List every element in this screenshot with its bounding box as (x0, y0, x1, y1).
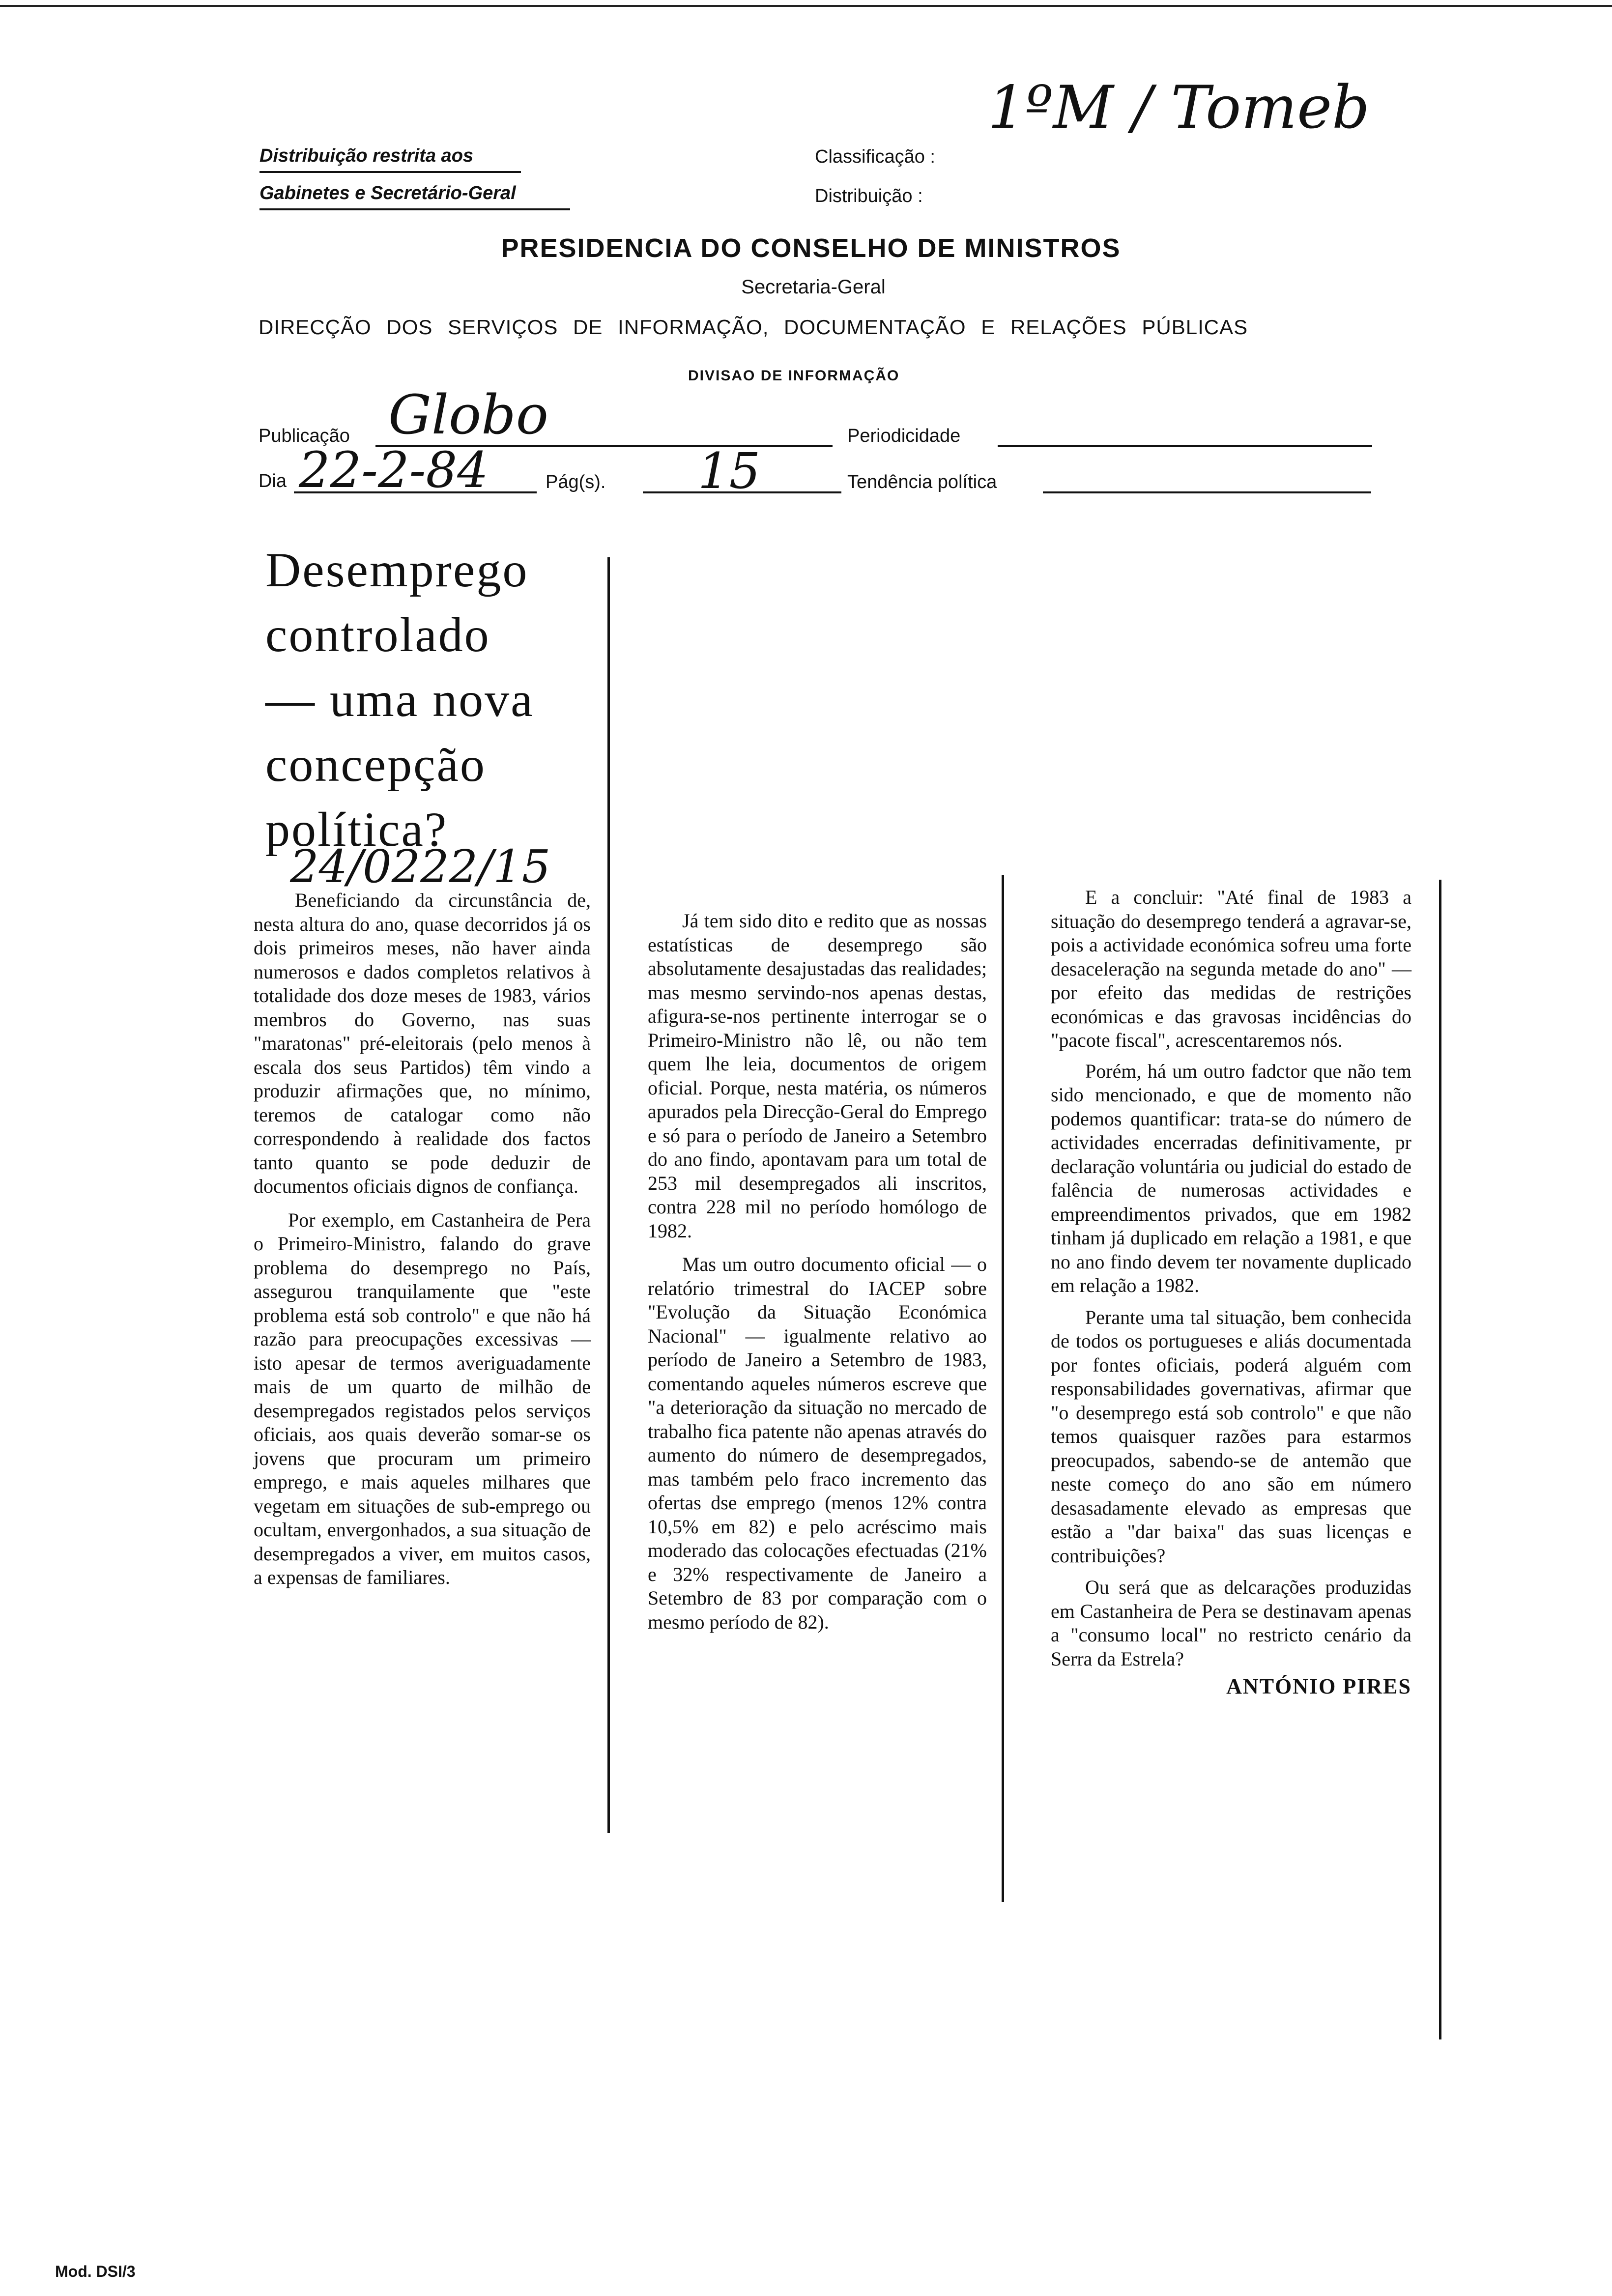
article-author: ANTÓNIO PIRES (1226, 1674, 1411, 1698)
tendencia-line (1043, 491, 1371, 493)
paragraph: Já tem sido dito e redito que as nossas estatísticas de desemprego são absolutamente desajustadas das realidades; mas mesmo servindo-nos apenas destas, afigura-se-nos pertinente interrogar se o Primeiro-Ministro não lê, ou não tem quem lhe leia, documentos de origem oficial. Porque, nesta matéria, os números apurados pela Direcção-Geral do Emprego e só para o período de Janeiro a Setembro do ano findo, apontavam para um total de 253 mil desempregados ali inscritos, contra 228 mil no período homólogo de 1982. (648, 910, 987, 1242)
paragraph: Mas um outro documento oficial — o relatório trimestral do IACEP sobre "Evolução da Situação Económica Nacional" — igualmente relativo ao período de Janeiro a Setembro de 1983, comentando aqueles números escreve que "a deterioração da situação no mercado de trabalho fica patente não apenas através do aumento do número de desempregados, mas também pelo fraco incremento das ofertas dse emprego (menos 12% contra 10,5% em 82) e pelo acréscimo mais moderado das colocações efectuadas (21% e 32% respectivamente de Janeiro a Setembro de 83 por comparação com o mesmo período de 82). (648, 1253, 987, 1633)
paragraph: Perante uma tal situação, bem conhecida de todos os portugueses e aliás documentada por fontes oficiais, poderá alguém com responsabilidades governativas, afirmar que "o desemprego está sob controlo" e que não temos quaisquer razões para estarmos preocupados, sabendo-se de antemão que neste começo do ano são em número desasadamente elevado as empresas que estão a "dar baixa" das suas licenças e contribuições? (1051, 1306, 1411, 1567)
handwritten-reference: 24/0222/15 (290, 840, 551, 893)
distribuicao-label: Distribuição : (815, 186, 923, 206)
publicacao-label: Publicação (259, 426, 350, 446)
org-title: PRESIDENCIA DO CONSELHO DE MINISTROS (501, 233, 1121, 263)
column-divider-3 (1439, 880, 1441, 2039)
tendencia-label: Tendência política (847, 472, 997, 492)
headline-line: Desemprego (265, 543, 529, 597)
article-column-3 (1051, 886, 1411, 1699)
distribution-line-2: Gabinetes e Secretário-Geral (259, 183, 516, 203)
distribution-underline-1 (259, 171, 521, 173)
periodicidade-label: Periodicidade (847, 426, 961, 446)
paragraph: Ou será que as delcarações produzidas em Castanheira de Pera se destinavam apenas a "consumo local" no restricto cenário da Serra da Estrela? (1051, 1576, 1411, 1670)
article-column-1 (254, 889, 591, 1590)
article-column-2 (648, 909, 987, 1634)
pags-handwritten: 15 (698, 442, 761, 500)
column-divider-2 (1002, 875, 1004, 1902)
org-subtitle: Secretaria-Geral (741, 276, 886, 298)
headline-line: concepção (265, 737, 486, 792)
form-code: Mod. DSI/3 (55, 2263, 136, 2280)
headline-line: controlado (265, 607, 490, 662)
distribution-line-1: Distribuição restrita aos (259, 145, 474, 166)
paragraph: Por exemplo, em Castanheira de Pera o Primeiro-Ministro, falando do grave problema do desemprego no País, assegurou tranquilamente que "este problema está sob controlo" e que não há razão para preocupações excessivas — isto apesar de termos averiguadamente mais de um quarto de milhão de desempregados registados pelos serviços oficiais, aos quais deverão somar-se os jovens que procuram um primeiro emprego, e mais aqueles milhares que vegetam em situações de sub-emprego ou ocultam, envergonhados, a sua situação de desempregados a viver, em muitos casos, a expensas de familiares. (254, 1208, 591, 1588)
dia-label: Dia (259, 471, 287, 491)
publicacao-handwritten: Globo (388, 383, 548, 446)
top-border-line (0, 5, 1612, 7)
periodicidade-line (998, 445, 1372, 447)
distribution-underline-2 (259, 208, 570, 210)
division-title: DIVISAO DE INFORMAÇÃO (688, 368, 900, 384)
dia-handwritten: 22-2-84 (299, 441, 489, 499)
handwritten-classification: 1ºM / Tomeb (988, 74, 1370, 142)
pags-label: Pág(s). (546, 472, 606, 492)
classificacao-label: Classificação : (815, 146, 935, 167)
headline-line: — uma nova (265, 672, 534, 727)
directorate-title: DIRECÇÃO DOS SERVIÇOS DE INFORMAÇÃO, DOCUMENTAÇÃO E RELAÇÕES PÚBLICAS (259, 316, 1248, 339)
paragraph: Porém, há um outro fadctor que não tem sido mencionado, e que de momento não podemos quantificar: trata-se do número de actividades encerradas definitivamente, pr declaração voluntária ou judicial do estado de falência de numerosas actividades e empreendimentos privados, que em 1982 tinham já duplicado em relação a 1981, e que no ano findo devem ter novamente duplicado em relação a 1982. (1051, 1060, 1411, 1296)
paragraph: E a concluir: "Até final de 1983 a situação do desemprego tenderá a agravar-se, pois a actividade económica sofreu uma forte desaceleração na segunda metade do ano" — por efeito das medidas de restrições económicas e das gravosas incidências do "pacote fiscal", acrescentaremos nós. (1051, 886, 1411, 1051)
column-divider-1 (607, 557, 610, 1833)
headline-line: política? (265, 802, 448, 857)
article-headline (265, 538, 619, 862)
paragraph: Beneficiando da circunstância de, nesta altura do ano, quase decorridos já os dois primeiros meses, não haver ainda numerosos e dados completos relativos à totalidade dos doze meses de 1983, vários membros do Governo, nas suas "maratonas" pré-eleitorais (pelo menos à escala dos seus Partidos) têm vindo a produzir afirmações que, no mínimo, teremos de catalogar como não correspondendo à realidade dos factos tanto quanto se pode deduzir de documentos oficiais dignos de confiança. (254, 889, 591, 1197)
